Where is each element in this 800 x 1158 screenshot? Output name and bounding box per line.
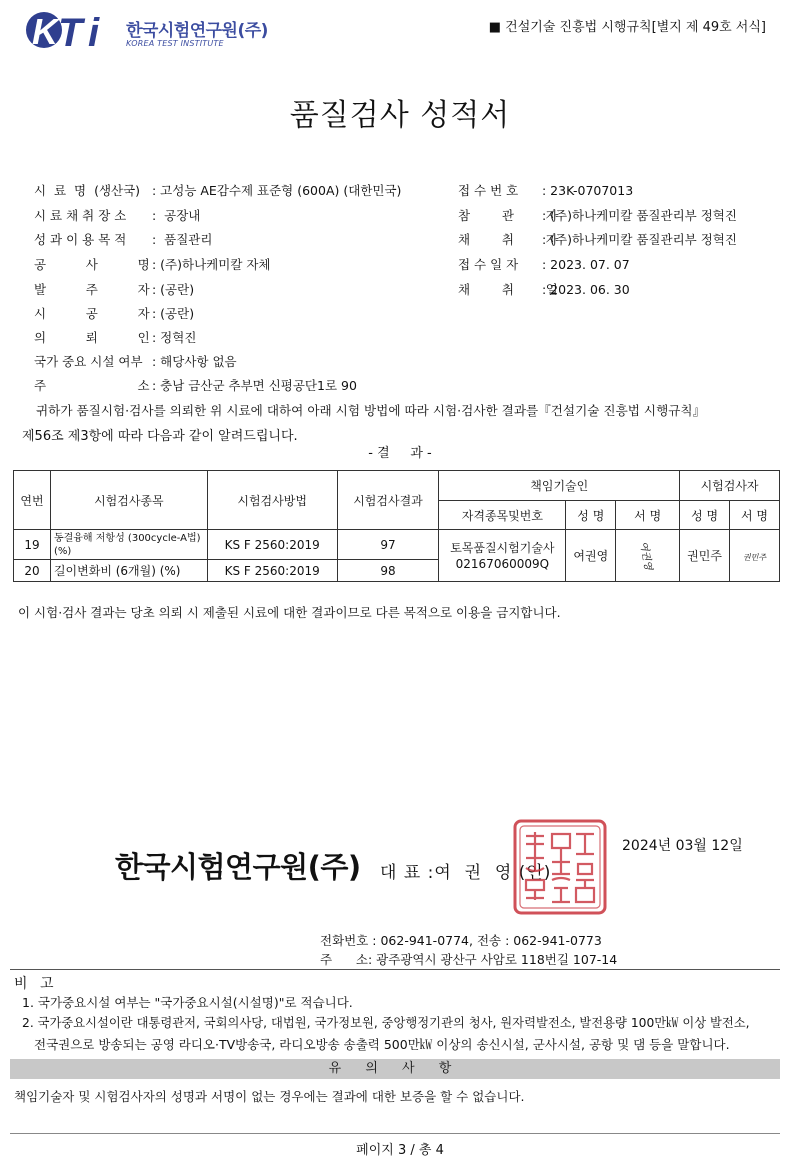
row-item: 동결융해 저항성 (300cycle-A법) (%): [50, 530, 207, 560]
info-address: [34, 376, 357, 394]
info-value: : 공장내: [152, 208, 201, 223]
header-inspector-name: 성 명: [680, 501, 730, 530]
tech-qualification: [439, 530, 566, 582]
row-method: KS F 2560:2019: [207, 560, 337, 582]
notice-text: 이 시험·검사 결과는 당초 의뢰 시 제출된 시료에 대한 결과이므로 다른 목적으로 이용을 금지합니다.: [18, 605, 561, 620]
remarks-title: 비 고: [14, 976, 58, 992]
info-receipt-date: [458, 255, 630, 273]
body-text-line: 귀하가 품질시험·검사를 의뢰한 위 시료에 대하여 아래 시험 방법에 따라 시험·검사한 결과를『건설기술 진흥법 시행규칙』: [36, 403, 706, 418]
info-value: : (공란): [152, 306, 195, 321]
info-label: 채 취 일: [458, 282, 558, 297]
info-sampling-date: [458, 280, 630, 298]
tech-signature-mark: 여권영: [637, 540, 654, 572]
results-table: [13, 470, 780, 582]
info-value: : 2023. 07. 07: [542, 257, 630, 272]
info-label: 의 뢰 인: [34, 330, 150, 345]
info-value: : 23K-0707013: [542, 183, 634, 198]
header-item: 시험검사종목: [50, 471, 207, 530]
row-result: 98: [337, 560, 439, 582]
contact-phone: 전화번호 : 062-941-0774, 전송 : 062-941-0773: [320, 933, 602, 948]
tech-qualification-title: 토목품질시험기술사: [450, 540, 555, 555]
issue-date: 2024년 03월 12일: [622, 838, 743, 854]
document-title: 품질검사 성적서: [289, 98, 511, 133]
info-value: : 충남 금산군 추부면 신평공단1로 90: [152, 378, 357, 393]
info-label: 국가 중요 시설 여부: [34, 354, 143, 369]
contact-address: [320, 950, 617, 968]
header-inspector-group: 시험검사자: [680, 471, 780, 501]
caution-text: 책임기술자 및 시험검사자의 성명과 서명이 없는 경우에는 결과에 대한 보증을 할 수 없습니다.: [14, 1089, 525, 1104]
address-value: : 광주광역시 광산구 사암로 118번길 107-14: [368, 952, 618, 967]
logo-title: 한국시험연구원(주): [126, 21, 268, 41]
info-label: 접 수 번 호: [458, 183, 519, 198]
inspector-signature: [730, 530, 780, 582]
inspector-name: 권민주: [680, 530, 730, 582]
info-observer: [458, 206, 737, 224]
remarks-item: 전국권으로 방송되는 공영 라디오·TV방송국, 라디오방송 송출력 500만㎾ 이상의 송신시설, 군사시설, 공항 및 댐 등을 말합니다.: [34, 1037, 730, 1052]
header-no: 연번: [14, 471, 51, 530]
inspector-signature-mark: 권민주: [742, 552, 767, 562]
info-label: 공 사 명: [34, 257, 150, 272]
issuer-name: 한국시험연구원(주): [115, 850, 361, 884]
tech-qualification-number: 02167060009Q: [455, 556, 550, 571]
tech-signature: [616, 530, 680, 582]
info-receipt-no: [458, 181, 633, 199]
info-value: : (주)하나케미칼 자체: [152, 257, 271, 272]
result-title: - 결 과 -: [368, 446, 432, 461]
header-tech-sign: 서 명: [616, 501, 680, 530]
form-note: ■ 건설기술 진흥법 시행규칙[별지 제 49호 서식]: [488, 20, 766, 35]
info-value: : 해당사항 없음: [152, 354, 237, 369]
header-tech-name: 성 명: [566, 501, 616, 530]
svg-text:i: i: [88, 11, 100, 52]
page-footer: 페이지 3 / 총 4: [356, 1143, 444, 1158]
representative: 대 표 :여 권 영 (인): [380, 863, 552, 883]
info-label: 시 공 자: [34, 306, 150, 321]
info-value: : 품질관리: [152, 232, 213, 247]
info-purpose: [34, 230, 212, 248]
row-method: KS F 2560:2019: [207, 530, 337, 560]
info-sample-name: [34, 181, 401, 199]
info-project: [34, 255, 271, 273]
footer-divider: [10, 1133, 780, 1134]
info-client: [34, 328, 196, 346]
info-value: : (공란): [152, 282, 195, 297]
info-orderer: [34, 280, 194, 298]
info-value: : 정혁진: [152, 330, 197, 345]
info-constructor: [34, 304, 194, 322]
official-seal-icon: [512, 818, 608, 916]
address-label: 주 소: [320, 952, 368, 967]
info-value: : (주)하나케미칼 품질관리부 정혁진: [542, 232, 737, 247]
header-tech-group: 책임기술인: [439, 471, 680, 501]
svg-text:K: K: [32, 11, 58, 52]
info-label: 시 료 명 (생산국): [34, 183, 141, 198]
kti-logo-icon: [22, 4, 122, 52]
row-item: 길이변화비 (6개월) (%): [50, 560, 207, 582]
info-national-facility: [34, 352, 237, 370]
divider: [10, 969, 780, 970]
info-label: 성 과 이 용 목 적: [34, 232, 127, 247]
row-no: 19: [14, 530, 51, 560]
info-value: : 2023. 06. 30: [542, 282, 630, 297]
info-sampling-place: [34, 206, 200, 224]
info-label: 시 료 채 취 장 소: [34, 208, 127, 223]
remarks-item: 2. 국가중요시설이란 대통령관저, 국회의사당, 대법원, 국가정보원, 중앙행정기관의 청사, 원자력발전소, 발전용량 100만㎾ 이상 발전소,: [22, 1016, 750, 1030]
info-label: 참 관 자: [458, 208, 558, 223]
remarks-list: [22, 992, 750, 1055]
body-text-line: 제56조 제3항에 따라 다음과 같이 알려드립니다.: [22, 429, 298, 444]
info-value: : (주)하나케미칼 품질관리부 정혁진: [542, 208, 737, 223]
header-qualification: 자격종목및번호: [439, 501, 566, 530]
header-result: 시험검사결과: [337, 471, 439, 530]
tech-name: 여권영: [566, 530, 616, 582]
info-label: 접 수 일 자: [458, 257, 519, 272]
svg-text:T: T: [58, 11, 83, 52]
header-method: 시험검사방법: [207, 471, 337, 530]
row-no: 20: [14, 560, 51, 582]
table-row: [14, 530, 780, 560]
caution-title: 유 의 사 항: [10, 1059, 780, 1079]
info-sampler: [458, 230, 737, 248]
logo-subtitle: KOREA TEST INSTITUTE: [126, 39, 224, 48]
info-label: 발 주 자: [34, 282, 150, 297]
row-result: 97: [337, 530, 439, 560]
header-inspector-sign: 서 명: [730, 501, 780, 530]
info-label: 채 취 자: [458, 232, 558, 247]
remarks-item: 1. 국가중요시설 여부는 "국가중요시설(시설명)"로 적습니다.: [22, 995, 353, 1010]
info-label: 주 소: [34, 378, 150, 393]
info-value: : 고성능 AE감수제 표준형 (600A) (대한민국): [152, 183, 402, 198]
